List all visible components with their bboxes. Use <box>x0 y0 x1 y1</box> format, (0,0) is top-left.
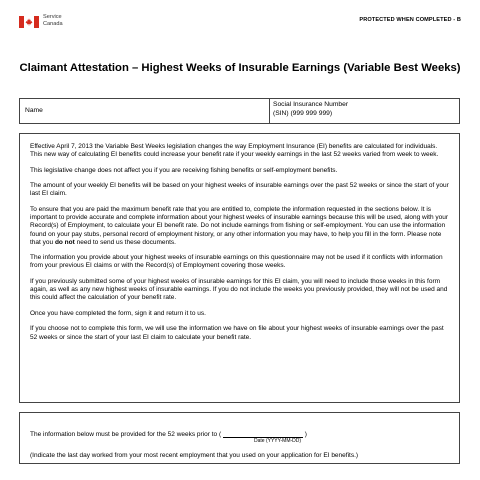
info-paragraph-2: This legislative change does not affect you if you are receiving fishing benefits or self-employment benefits. <box>30 166 338 174</box>
date-input[interactable] <box>223 430 303 438</box>
emphasis-do-not: do not <box>54 238 75 246</box>
date-note: (Indicate the last day worked from your most recent employment that you used on your application for EI benefits.) <box>30 452 359 459</box>
form-title: Claimant Attestation – Highest Weeks of Insurable Earnings (Variable Best Weeks) <box>19 62 461 74</box>
info-paragraph-4: To ensure that you are paid the maximum benefit rate that you are entitled to, complete the information requested in the sections below. It is important to provide accurate and complete information about your highest weeks of insurable earnings because this will be used, along with your Record(s) of Employment, to calculate your EI benefit rate. Do not include earnings from fishing or self-employment. You can use the information found on your pay stubs, personal record of employment history, or any other information you may have, to help you fill in the form. Please note that you do not need to send us these documents. <box>30 205 449 246</box>
info-paragraph-5: The information you provide about your highest weeks of insurable earnings on this questionnaire may not be used if it conflicts with information from your previous EI claims or with the Record(s) of Employment covering those weeks. <box>30 254 443 270</box>
name-label: Name <box>25 107 43 114</box>
info-paragraph-3: The amount of your weekly EI benefits will be based on your highest weeks of insurable earnings over the past 52 weeks or since the start of your last EI claim. <box>30 182 449 198</box>
name-field[interactable] <box>25 107 43 114</box>
date-format-hint: Date (YYYY-MM-DD) <box>254 438 302 444</box>
sin-label: Social Insurance Number <box>273 101 349 108</box>
sin-field[interactable] <box>269 99 348 123</box>
maple-leaf-icon <box>25 18 33 26</box>
info-paragraph-8: If you choose not to complete this form, we will use the information we have on file about your highest weeks of insurable earnings over the past 52 weeks or since the start of your last EI claim to calculate your benefit rate. <box>30 325 444 341</box>
date-instruction: The information below must be provided for the 52 weeks prior to ( ) <box>30 431 307 438</box>
service-canada-logo <box>19 14 63 28</box>
canada-flag-icon <box>19 16 39 28</box>
sin-format: (SIN) (999 999 999) <box>273 109 333 117</box>
date-section <box>19 412 460 464</box>
department-name: Service Canada <box>43 14 63 27</box>
info-paragraph-6: If you previously submitted some of your highest weeks of insurable earnings for this EI claim, you will need to include those weeks in this form again, as well as any new highest weeks of insurable earnings. If you do not include the weeks you previously provided, they will not be used and this could affect the calculation of your benefit rate. <box>30 277 448 302</box>
info-paragraph-1: Effective April 7, 2013 the Variable Best Weeks legislation changes the way Employment Insurance (EI) benefits are calculated for individuals. This new way of calculating EI benefits could increase your benefit rate if your weekly earnings in the last 52 weeks varied from week to week. <box>30 143 439 159</box>
information-box <box>19 133 460 403</box>
identity-box <box>19 98 460 124</box>
flag-right-bar <box>34 16 39 28</box>
protected-label: PROTECTED WHEN COMPLETED - B <box>359 17 461 23</box>
info-paragraph-7: Once you have completed the form, sign it and return it to us. <box>30 309 206 317</box>
